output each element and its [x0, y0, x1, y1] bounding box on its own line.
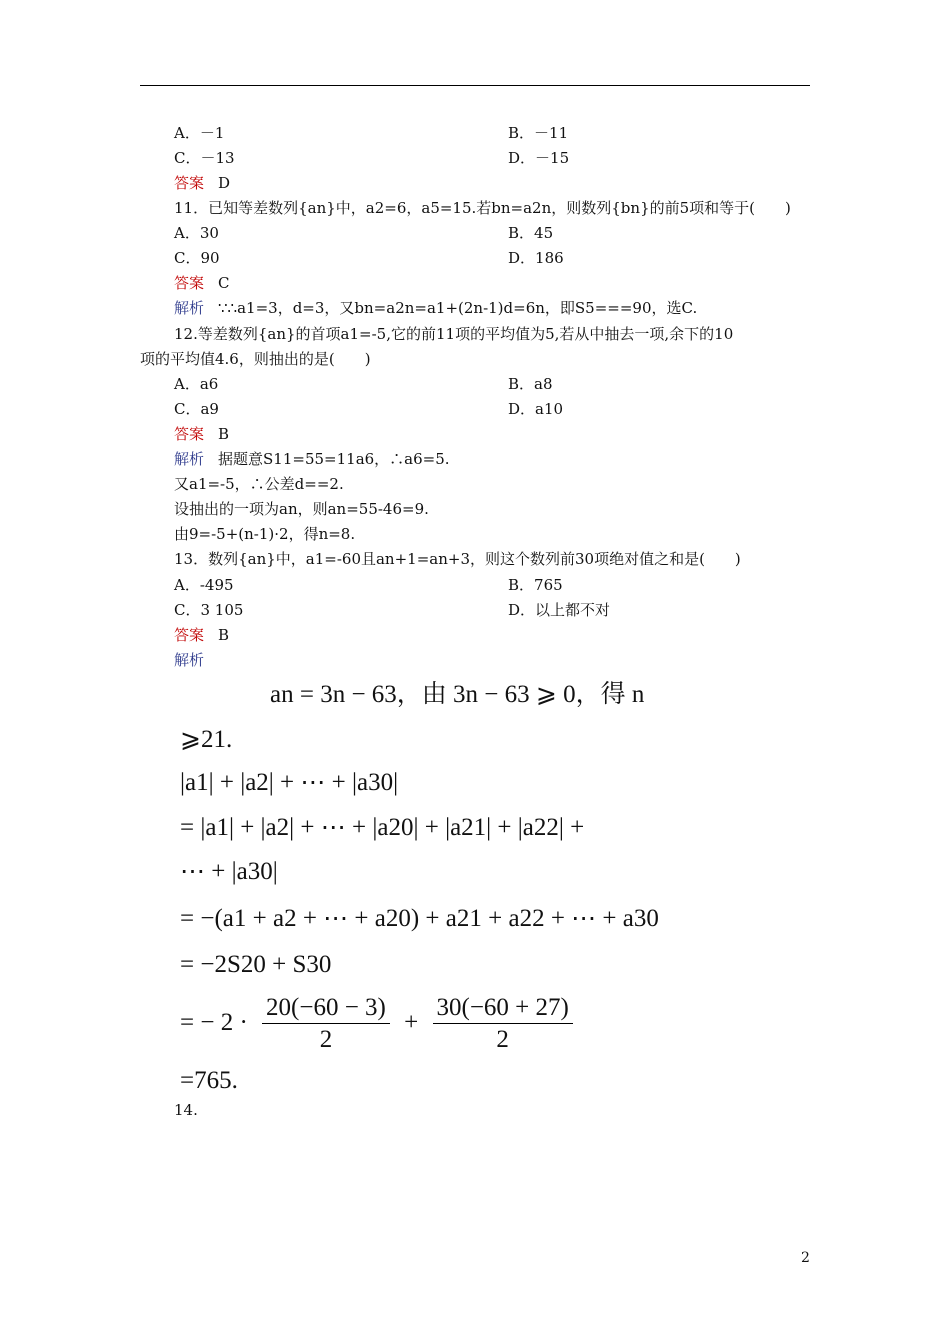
math-line-8-prefix: = − 2 ·	[180, 1009, 248, 1037]
math-line-4: = |a1| + |a2| + ⋯ + |a20| + |a21| + |a22| +	[180, 814, 585, 841]
q12-analysis-line1	[174, 449, 450, 469]
fraction-1	[262, 993, 390, 1056]
q12-option-d: D．a10	[508, 400, 564, 418]
q10-option-d: D．－15	[508, 149, 570, 167]
q11-analysis	[174, 298, 697, 318]
q11-stem: 11．已知等差数列{an}中，a2=6，a5=15.若bn=a2n，则数列{bn}的前5项和等于( )	[174, 199, 791, 217]
math-line-5: ⋯ + |a30|	[180, 858, 278, 885]
fraction-2-denominator: 2	[496, 1026, 509, 1053]
q14-stem: 14.	[174, 1101, 198, 1119]
math-line-3: |a1| + |a2| + ⋯ + |a30|	[180, 769, 399, 796]
math-line-6: = −(a1 + a2 + ⋯ + a20) + a21 + a22 + ⋯ + a30	[180, 905, 659, 932]
q11-option-d: D．186	[508, 249, 564, 267]
plus-sign: +	[404, 1009, 419, 1037]
analysis-label: 解析	[174, 299, 205, 317]
answer-value: D	[218, 174, 231, 192]
q12-stem-line2: 项的平均值4.6，则抽出的是( )	[140, 350, 371, 368]
answer-value: B	[218, 425, 230, 443]
answer-value: C	[218, 274, 230, 292]
q10-answer	[174, 173, 230, 193]
q10-option-a: A．－1	[174, 124, 225, 142]
q13-option-b: B．765	[508, 576, 563, 594]
q13-answer	[174, 625, 229, 645]
q12-analysis-line3: 设抽出的一项为an，则an=55-46=9.	[174, 500, 429, 518]
q12-analysis-line2: 又a1=-5，∴公差d==2.	[174, 475, 344, 493]
q13-stem: 13．数列{an}中，a1=-60且an+1=an+3，则这个数列前30项绝对值之和是( )	[174, 550, 741, 568]
fraction-1-numerator: 20(−60 − 3)	[262, 993, 390, 1024]
q13-option-c: C．3 105	[174, 601, 244, 619]
q12-stem-line1: 12.等差数列{an}的首项a1=-5,它的前11项的平均值为5,若从中抽去一项,余下的10	[174, 325, 734, 343]
fraction-1-denominator: 2	[319, 1026, 333, 1053]
answer-label: 答案	[174, 425, 205, 443]
q11-option-a: A．30	[174, 224, 219, 242]
answer-label: 答案	[174, 274, 205, 292]
header-rule	[140, 85, 810, 86]
q11-answer	[174, 273, 230, 293]
fraction-2-numerator: 30(−60 + 27)	[433, 993, 573, 1024]
page-number: 2	[801, 1250, 810, 1266]
q12-option-b: B．a8	[508, 375, 553, 393]
q12-option-a: A．a6	[174, 375, 219, 393]
q13-option-d: D．以上都不对	[508, 601, 611, 619]
q10-option-b: B．－11	[508, 124, 569, 142]
analysis-text: 据题意S11=55=11a6，∴a6=5.	[218, 450, 450, 468]
q11-option-b: B．45	[508, 224, 554, 242]
q10-option-c: C．－13	[174, 149, 235, 167]
q13-option-a: A．-495	[174, 576, 234, 594]
analysis-label: 解析	[174, 450, 205, 468]
math-line-9: =765.	[180, 1067, 238, 1094]
math-line-7: = −2S20 + S30	[180, 951, 332, 978]
answer-label: 答案	[174, 174, 205, 192]
math-line-1: an = 3n − 63，由 3n − 63 ⩾ 0，得 n	[270, 681, 645, 708]
math-line-2: ⩾21.	[180, 726, 233, 753]
answer-value: B	[218, 626, 230, 644]
answer-label: 答案	[174, 626, 205, 644]
q12-option-c: C．a9	[174, 400, 219, 418]
q13-analysis-label: 解析	[174, 651, 205, 669]
math-line-8	[180, 993, 581, 1056]
q12-answer	[174, 424, 229, 444]
fraction-2	[433, 993, 573, 1056]
q12-analysis-line4: 由9=-5+(n-1)·2，得n=8.	[174, 525, 356, 543]
analysis-text: ∵∴a1=3，d=3，又bn=a2n=a1+(2n-1)d=6n，即S5===90，选C.	[218, 299, 698, 317]
q11-option-c: C．90	[174, 249, 220, 267]
